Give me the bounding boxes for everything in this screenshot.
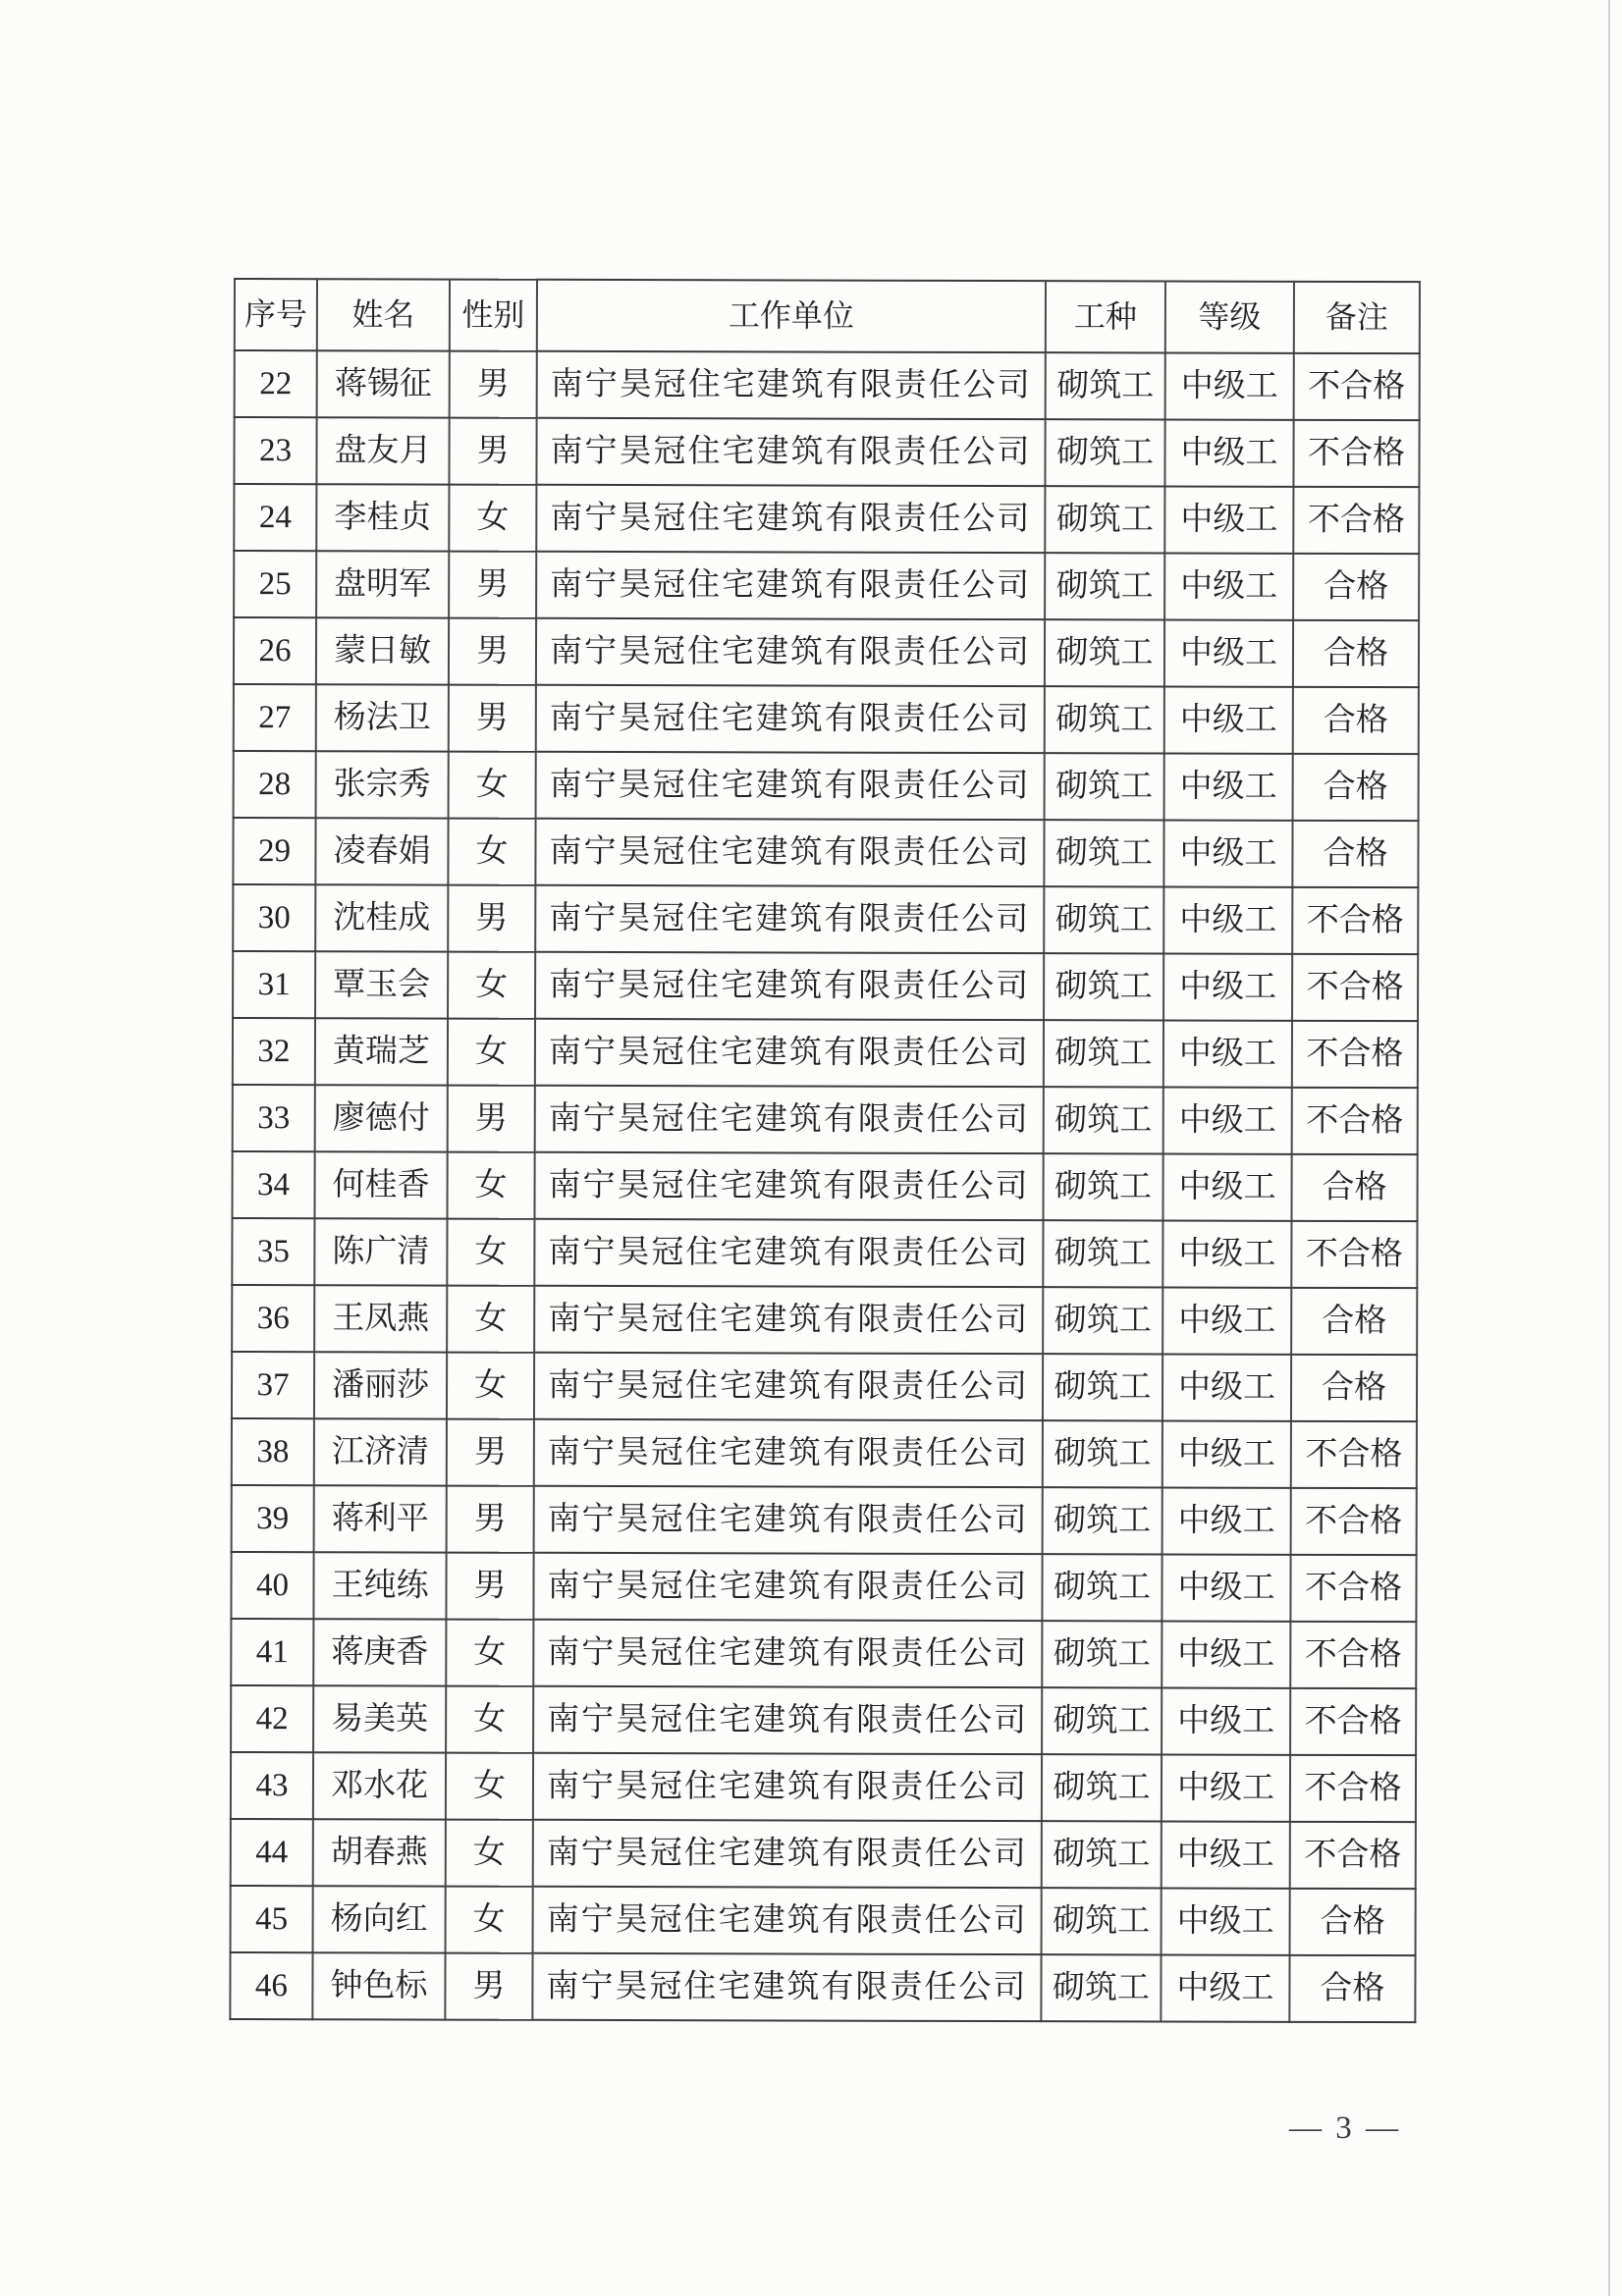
cell-remark: 不合格 [1290,1688,1416,1755]
cell-level: 中级工 [1164,553,1293,619]
cell-work-unit: 南宁昊冠住宅建筑有限责任公司 [533,1553,1042,1621]
cell-gender: 女 [448,1019,535,1086]
cell-trade: 砌筑工 [1044,1020,1163,1087]
cell-serial-number: 41 [231,1619,313,1685]
cell-name: 李桂贞 [316,484,449,551]
cell-trade: 砌筑工 [1045,419,1164,486]
cell-serial-number: 42 [231,1685,313,1752]
cell-name: 潘丽莎 [314,1352,447,1418]
cell-serial-number: 30 [233,884,315,951]
cell-name: 陈广清 [314,1218,447,1285]
cell-remark: 不合格 [1290,1555,1416,1622]
roster-table [229,278,1421,2023]
cell-serial-number: 27 [234,684,316,751]
cell-serial-number: 46 [230,1952,312,2019]
column-header: 姓名 [317,279,450,350]
cell-name: 江济清 [314,1418,447,1485]
table-row [232,1218,1417,1288]
cell-work-unit: 南宁昊冠住宅建筑有限责任公司 [534,1286,1043,1354]
cell-gender: 女 [446,1887,533,1953]
cell-name: 何桂香 [314,1151,447,1218]
cell-level: 中级工 [1163,1087,1292,1153]
cell-level: 中级工 [1164,486,1293,553]
cell-trade: 砌筑工 [1042,1554,1162,1621]
cell-level: 中级工 [1162,1354,1291,1420]
table-row [234,551,1419,620]
cell-level: 中级工 [1162,1153,1291,1220]
cell-trade: 砌筑工 [1042,1754,1162,1821]
column-header: 工作单位 [537,280,1046,352]
cell-remark: 合格 [1293,620,1419,687]
cell-trade: 砌筑工 [1042,1821,1162,1888]
cell-work-unit: 南宁昊冠住宅建筑有限责任公司 [536,618,1045,686]
cell-remark: 合格 [1291,1355,1417,1421]
cell-gender: 男 [450,351,537,418]
table-row [234,617,1419,687]
cell-gender: 女 [447,1353,534,1419]
cell-serial-number: 40 [231,1552,313,1619]
cell-trade: 砌筑工 [1043,1354,1162,1420]
cell-work-unit: 南宁昊冠住宅建筑有限责任公司 [536,752,1045,820]
cell-work-unit: 南宁昊冠住宅建筑有限责任公司 [535,952,1044,1020]
cell-serial-number: 37 [232,1352,314,1418]
cell-trade: 砌筑工 [1045,553,1164,619]
table-row [232,1485,1417,1555]
cell-name: 凌春娟 [315,818,448,884]
cell-work-unit: 南宁昊冠住宅建筑有限责任公司 [533,1620,1042,1687]
cell-remark: 合格 [1293,754,1419,821]
cell-remark: 合格 [1293,554,1419,620]
cell-trade: 砌筑工 [1042,1687,1162,1754]
cell-remark: 不合格 [1291,1421,1417,1488]
cell-trade: 砌筑工 [1045,753,1164,820]
cell-work-unit: 南宁昊冠住宅建筑有限责任公司 [534,1486,1043,1554]
cell-remark: 不合格 [1291,1221,1417,1288]
cell-work-unit: 南宁昊冠住宅建筑有限责任公司 [536,685,1045,753]
cell-trade: 砌筑工 [1043,1487,1162,1554]
cell-remark: 不合格 [1292,1021,1418,1088]
cell-work-unit: 南宁昊冠住宅建筑有限责任公司 [532,1953,1041,2021]
table-row [230,1952,1415,2022]
cell-remark: 合格 [1290,1889,1416,1955]
cell-name: 邓水花 [313,1752,446,1819]
cell-trade: 砌筑工 [1043,1220,1162,1287]
cell-serial-number: 25 [234,551,316,617]
cell-remark: 不合格 [1290,1755,1416,1822]
cell-name: 杨法卫 [316,684,449,751]
cell-name: 黄瑞芝 [315,1018,448,1085]
cell-remark: 不合格 [1292,1088,1418,1154]
cell-remark: 不合格 [1291,1488,1417,1555]
cell-level: 中级工 [1162,1621,1290,1687]
cell-trade: 砌筑工 [1042,1888,1162,1954]
cell-work-unit: 南宁昊冠住宅建筑有限责任公司 [535,885,1044,953]
cell-name: 蒋庚香 [313,1619,446,1685]
cell-work-unit: 南宁昊冠住宅建筑有限责任公司 [534,1219,1043,1287]
table-row [234,417,1419,487]
table-row [232,1151,1417,1221]
cell-name: 盘明军 [316,551,449,617]
cell-work-unit: 南宁昊冠住宅建筑有限责任公司 [537,351,1046,419]
cell-level: 中级工 [1163,1020,1292,1087]
cell-gender: 女 [447,1152,534,1219]
page-number: — 3 — [1289,2110,1401,2146]
cell-gender: 女 [446,1686,533,1753]
cell-gender: 男 [448,1086,535,1152]
cell-trade: 砌筑工 [1043,1287,1162,1354]
cell-name: 盘友月 [316,417,449,484]
table-row [234,684,1419,754]
table-row [233,818,1418,887]
table-row [235,350,1420,420]
cell-name: 胡春燕 [313,1819,446,1886]
column-header: 性别 [450,280,537,351]
cell-name: 蒋利平 [314,1485,447,1552]
table-row [231,1552,1416,1622]
cell-serial-number: 39 [232,1485,314,1552]
cell-name: 廖德付 [315,1085,448,1151]
cell-work-unit: 南宁昊冠住宅建筑有限责任公司 [533,1686,1042,1754]
cell-remark: 不合格 [1290,1822,1416,1889]
cell-level: 中级工 [1163,820,1292,886]
cell-work-unit: 南宁昊冠住宅建筑有限责任公司 [533,1820,1042,1888]
cell-serial-number: 23 [234,417,316,484]
cell-serial-number: 38 [232,1418,314,1485]
table-row [233,884,1418,954]
cell-serial-number: 44 [231,1819,313,1886]
cell-work-unit: 南宁昊冠住宅建筑有限责任公司 [536,485,1045,553]
cell-trade: 砌筑工 [1042,1621,1162,1687]
cell-remark: 合格 [1292,821,1418,887]
cell-level: 中级工 [1162,1487,1291,1554]
cell-level: 中级工 [1162,1888,1290,1954]
cell-name: 钟色标 [312,1952,445,2019]
cell-level: 中级工 [1162,1287,1291,1354]
cell-serial-number: 22 [235,350,317,417]
table-row [234,751,1419,821]
cell-gender: 女 [448,819,535,885]
table-row [231,1886,1416,1955]
table-row [234,484,1419,554]
cell-work-unit: 南宁昊冠住宅建筑有限责任公司 [533,1887,1042,1954]
cell-name: 王纯练 [313,1552,446,1619]
cell-level: 中级工 [1162,1420,1291,1487]
table-row [231,1819,1416,1889]
cell-gender: 男 [445,1953,532,2020]
cell-trade: 砌筑工 [1044,953,1163,1020]
column-header: 工种 [1046,281,1165,352]
table-row [231,1685,1416,1755]
cell-serial-number: 45 [231,1886,313,1952]
cell-work-unit: 南宁昊冠住宅建筑有限责任公司 [534,1152,1043,1220]
cell-name: 蒋锡征 [317,350,450,417]
cell-gender: 男 [446,1553,533,1620]
cell-name: 沈桂成 [315,884,448,951]
cell-name: 覃玉会 [315,951,448,1018]
table-row [232,1418,1417,1488]
cell-work-unit: 南宁昊冠住宅建筑有限责任公司 [535,819,1044,886]
cell-level: 中级工 [1162,1220,1291,1287]
cell-level: 中级工 [1162,1687,1290,1754]
cell-trade: 砌筑工 [1044,820,1163,886]
cell-remark: 不合格 [1290,1622,1416,1688]
cell-trade: 砌筑工 [1043,1153,1162,1220]
table-row [233,1018,1418,1088]
cell-gender: 男 [447,1419,534,1486]
cell-serial-number: 31 [233,951,315,1018]
cell-level: 中级工 [1164,753,1293,820]
cell-gender: 女 [447,1286,534,1353]
table-row [231,1619,1416,1688]
cell-work-unit: 南宁昊冠住宅建筑有限责任公司 [536,552,1045,619]
cell-level: 中级工 [1164,419,1293,486]
table-row [232,1285,1417,1355]
cell-remark: 不合格 [1293,487,1419,554]
cell-serial-number: 36 [232,1285,314,1352]
cell-name: 蒙日敏 [316,617,449,684]
cell-remark: 合格 [1291,1154,1417,1221]
cell-level: 中级工 [1162,1821,1290,1888]
column-header: 备注 [1294,282,1420,353]
cell-trade: 砌筑工 [1045,619,1164,686]
cell-work-unit: 南宁昊冠住宅建筑有限责任公司 [535,1019,1044,1087]
cell-remark: 合格 [1291,1288,1417,1355]
cell-trade: 砌筑工 [1041,1954,1161,2021]
cell-serial-number: 34 [232,1151,314,1218]
cell-serial-number: 35 [232,1218,314,1285]
cell-gender: 女 [446,1753,533,1820]
cell-serial-number: 29 [233,818,315,884]
table-row [232,1352,1417,1421]
column-header: 等级 [1165,281,1294,352]
cell-serial-number: 32 [233,1018,315,1085]
cell-level: 中级工 [1161,1954,1289,2021]
cell-serial-number: 28 [234,751,316,818]
cell-level: 中级工 [1162,1554,1290,1621]
cell-serial-number: 26 [234,617,316,684]
cell-remark: 合格 [1293,687,1419,754]
cell-name: 张宗秀 [316,751,449,818]
cell-name: 易美英 [313,1685,446,1752]
cell-level: 中级工 [1163,953,1292,1020]
cell-serial-number: 24 [234,484,316,551]
cell-serial-number: 43 [231,1752,313,1819]
table-header-row [235,279,1420,353]
cell-level: 中级工 [1163,886,1292,953]
table-row [233,951,1418,1021]
cell-gender: 男 [449,685,536,752]
cell-gender: 女 [449,485,536,552]
cell-gender: 女 [446,1820,533,1887]
cell-gender: 男 [449,418,536,485]
cell-trade: 砌筑工 [1043,1420,1162,1487]
cell-gender: 女 [448,952,535,1019]
scan-edge-line [1608,0,1610,2296]
cell-remark: 不合格 [1292,954,1418,1021]
table-row [233,1085,1418,1154]
cell-work-unit: 南宁昊冠住宅建筑有限责任公司 [533,1753,1042,1821]
table-row [231,1752,1416,1822]
cell-remark: 不合格 [1293,420,1419,487]
cell-work-unit: 南宁昊冠住宅建筑有限责任公司 [534,1353,1043,1420]
cell-gender: 男 [449,552,536,618]
cell-work-unit: 南宁昊冠住宅建筑有限责任公司 [536,418,1045,486]
column-header: 序号 [235,279,317,350]
cell-gender: 男 [447,1486,534,1553]
cell-level: 中级工 [1164,619,1293,686]
cell-level: 中级工 [1162,1754,1290,1821]
cell-gender: 女 [447,1219,534,1286]
cell-serial-number: 33 [233,1085,315,1151]
cell-trade: 砌筑工 [1045,686,1164,753]
cell-level: 中级工 [1164,686,1293,753]
cell-level: 中级工 [1165,352,1294,419]
cell-name: 杨向红 [313,1886,446,1952]
cell-gender: 女 [449,752,536,819]
cell-remark: 合格 [1289,1955,1415,2022]
cell-remark: 不合格 [1292,887,1418,954]
cell-gender: 男 [448,885,535,952]
cell-work-unit: 南宁昊冠住宅建筑有限责任公司 [535,1086,1044,1153]
cell-trade: 砌筑工 [1045,486,1164,553]
cell-trade: 砌筑工 [1044,886,1163,953]
cell-gender: 男 [449,618,536,685]
cell-gender: 女 [446,1620,533,1686]
cell-name: 王凤燕 [314,1285,447,1352]
cell-trade: 砌筑工 [1046,352,1165,419]
cell-remark: 不合格 [1294,353,1420,420]
cell-work-unit: 南宁昊冠住宅建筑有限责任公司 [534,1419,1043,1487]
cell-trade: 砌筑工 [1044,1087,1163,1153]
